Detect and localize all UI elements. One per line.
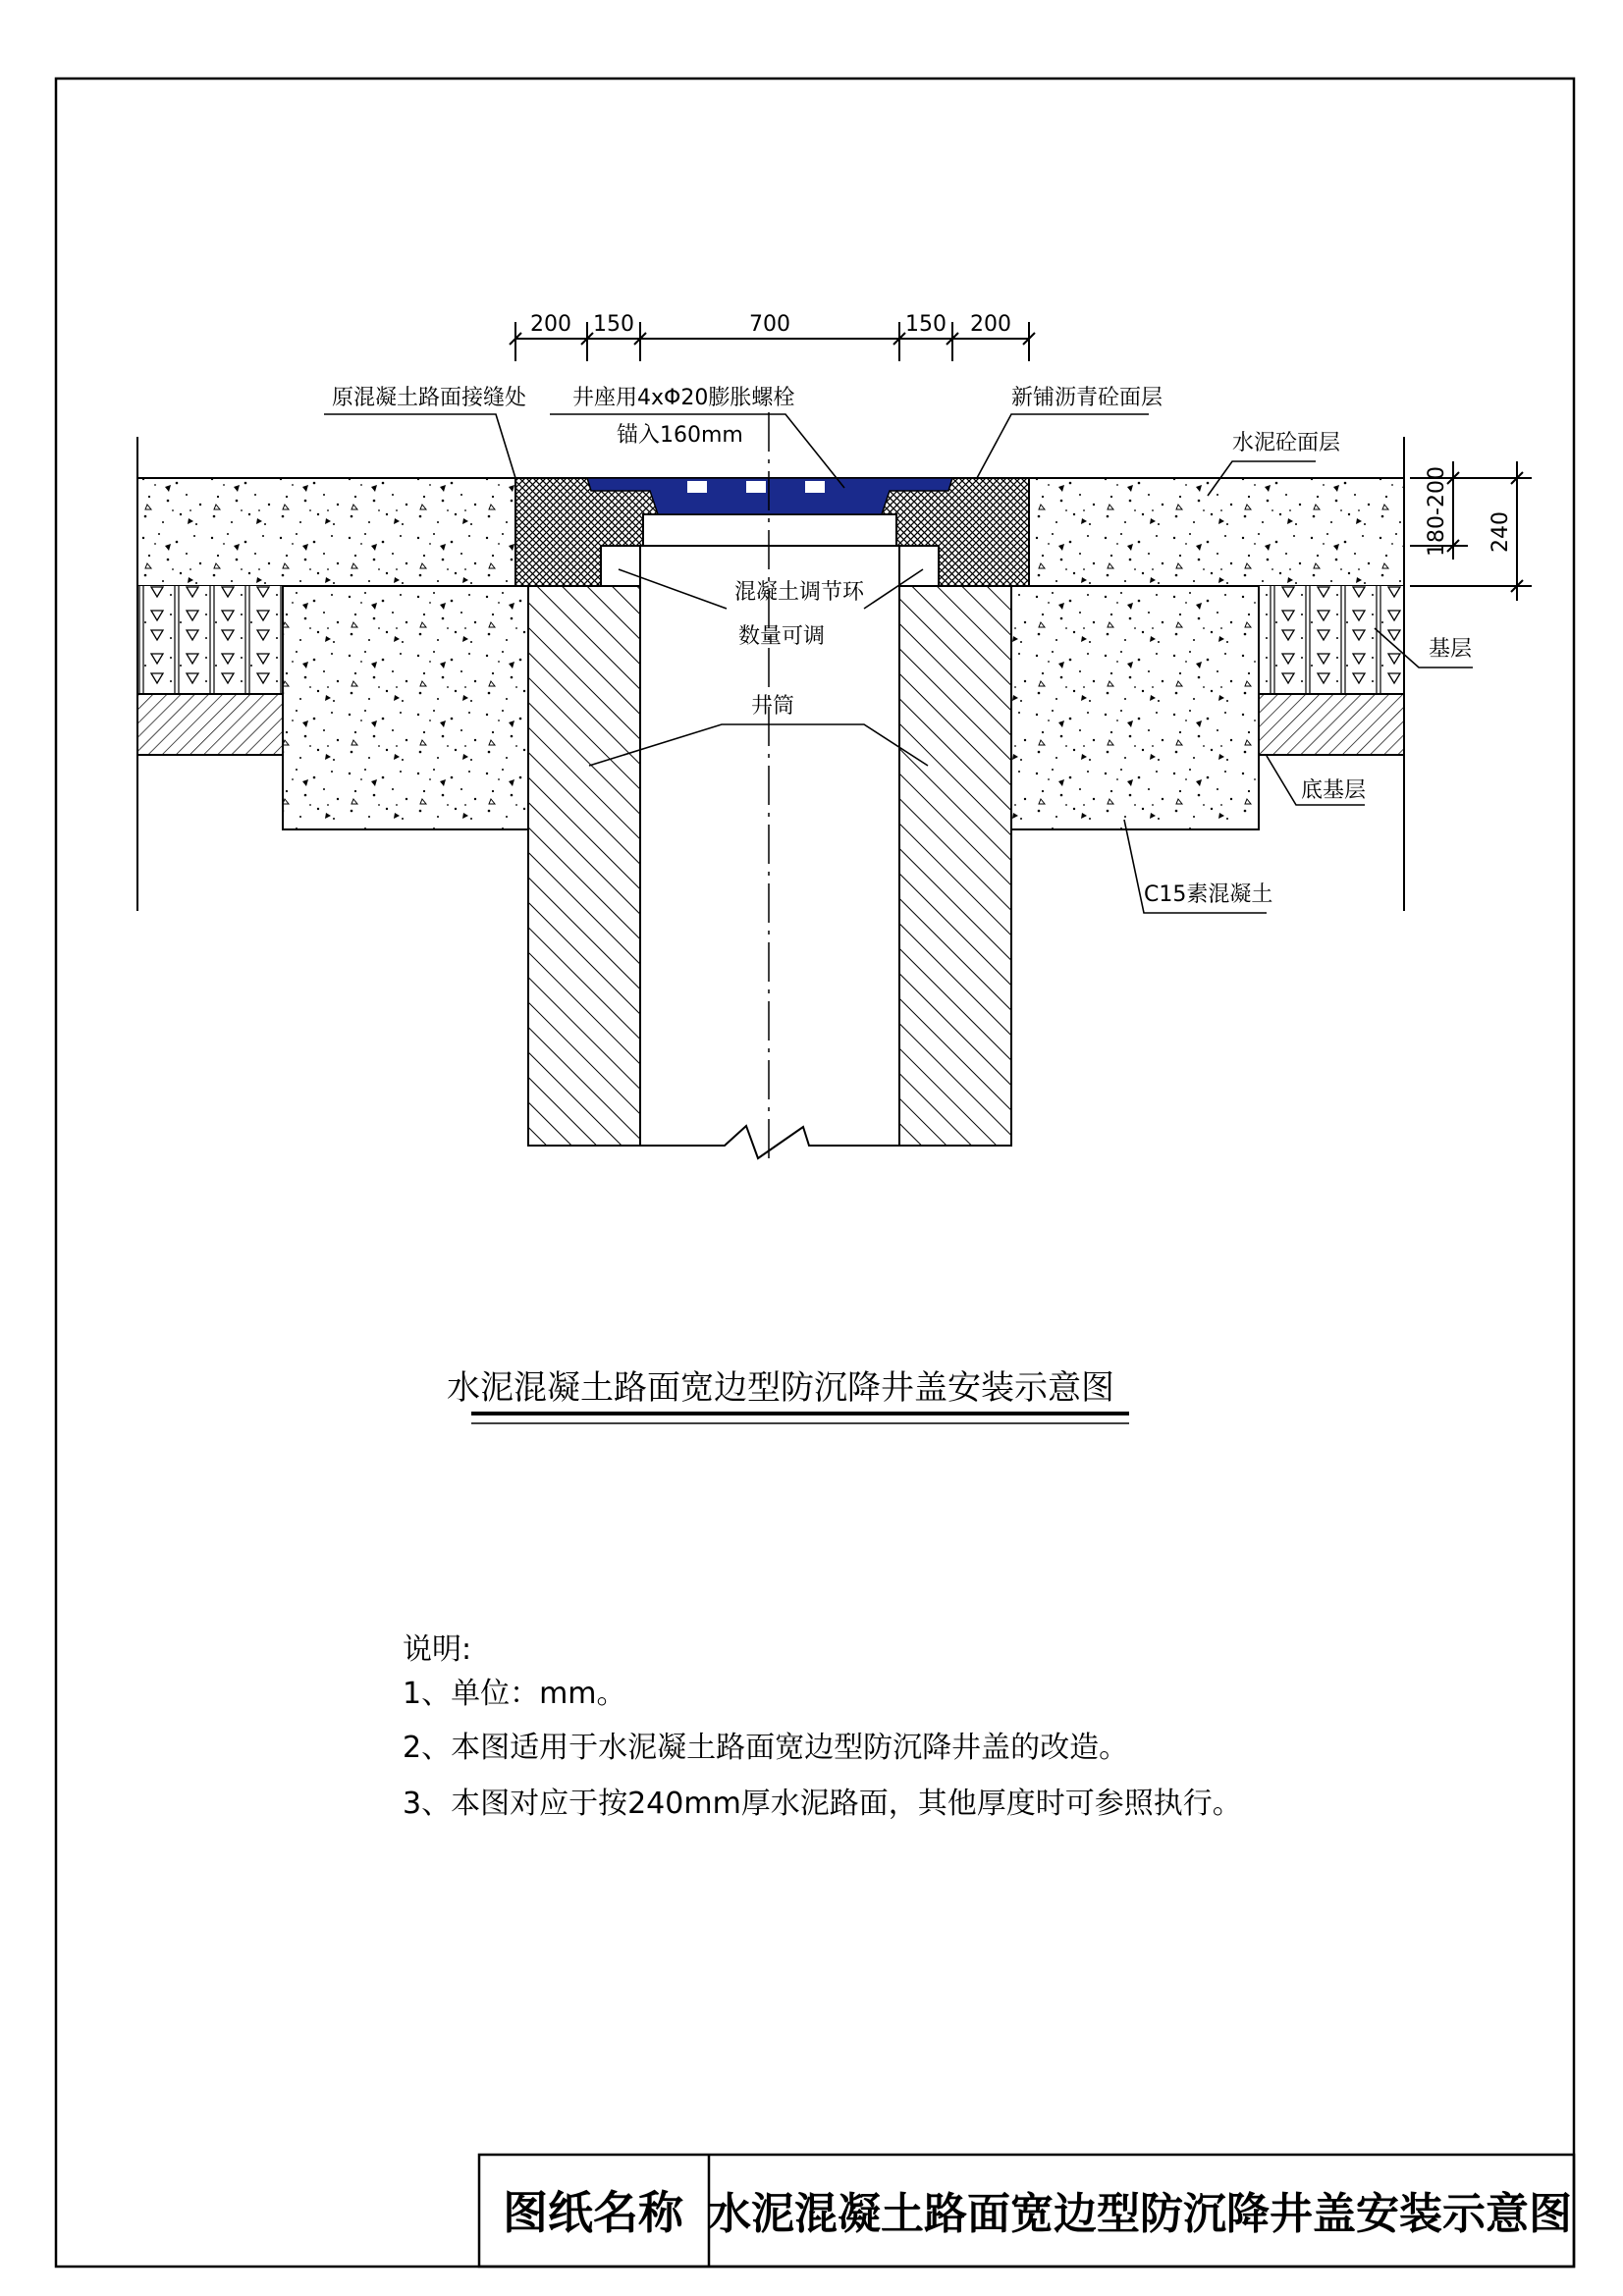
label-subbase: 底基层 bbox=[1301, 778, 1367, 803]
shaft-wall-right bbox=[899, 586, 1011, 1146]
dim-200-left: 200 bbox=[530, 312, 571, 337]
label-base: 基层 bbox=[1429, 637, 1473, 662]
label-joint: 原混凝土路面接缝处 bbox=[332, 386, 527, 410]
subbase-layer-right bbox=[1259, 694, 1404, 755]
drawing-frame bbox=[56, 79, 1574, 2267]
adjust-ring-left bbox=[601, 546, 640, 586]
c15-concrete-left bbox=[283, 586, 528, 829]
cover-seat bbox=[643, 514, 896, 546]
base-layer-left bbox=[137, 586, 283, 694]
note-item-1: 1、单位：mm。 bbox=[403, 1677, 626, 1711]
cover-slot-2 bbox=[746, 481, 766, 493]
label-ring-line2: 数量可调 bbox=[738, 624, 826, 649]
cover-slot-1 bbox=[687, 481, 707, 493]
shaft-wall-left bbox=[528, 586, 640, 1146]
label-shaft: 井筒 bbox=[751, 694, 795, 719]
base-layer-right bbox=[1259, 586, 1404, 694]
label-asphalt: 新铺沥青砼面层 bbox=[1011, 386, 1163, 410]
title-block-label: 图纸名称 bbox=[503, 2186, 683, 2239]
label-bolt-line2: 锚入160mm bbox=[617, 423, 743, 448]
dim-150-left: 150 bbox=[593, 312, 634, 337]
note-item-3: 3、本图对应于按240mm厚水泥路面，其他厚度时可参照执行。 bbox=[403, 1787, 1242, 1821]
cement-surface-right bbox=[1029, 478, 1404, 586]
dim-150-right: 150 bbox=[905, 312, 947, 337]
subbase-layer-left bbox=[137, 694, 283, 755]
shaft-break-line bbox=[640, 1126, 899, 1158]
cement-surface-left bbox=[137, 478, 515, 586]
adjust-ring-right bbox=[899, 546, 939, 586]
c15-concrete-right bbox=[1011, 586, 1259, 829]
dim-200-right: 200 bbox=[970, 312, 1011, 337]
dim-180-200: 180-200 bbox=[1425, 466, 1449, 557]
label-ring-line1: 混凝土调节环 bbox=[734, 580, 865, 605]
notes-heading: 说明: bbox=[403, 1632, 472, 1667]
label-cement-surface: 水泥砼面层 bbox=[1232, 431, 1341, 455]
label-c15: C15素混凝土 bbox=[1144, 882, 1273, 907]
drawing-title: 水泥混凝土路面宽边型防沉降井盖安装示意图 bbox=[447, 1368, 1114, 1408]
label-bolt-line1: 井座用4xΦ20膨胀螺栓 bbox=[572, 386, 795, 410]
dim-240: 240 bbox=[1488, 511, 1513, 553]
cover-slot-3 bbox=[805, 481, 825, 493]
note-item-2: 2、本图适用于水泥凝土路面宽边型防沉降井盖的改造。 bbox=[403, 1731, 1129, 1765]
dim-700: 700 bbox=[749, 312, 790, 337]
title-block-value: 水泥混凝土路面宽边型防沉降井盖安装示意图 bbox=[708, 2189, 1572, 2239]
